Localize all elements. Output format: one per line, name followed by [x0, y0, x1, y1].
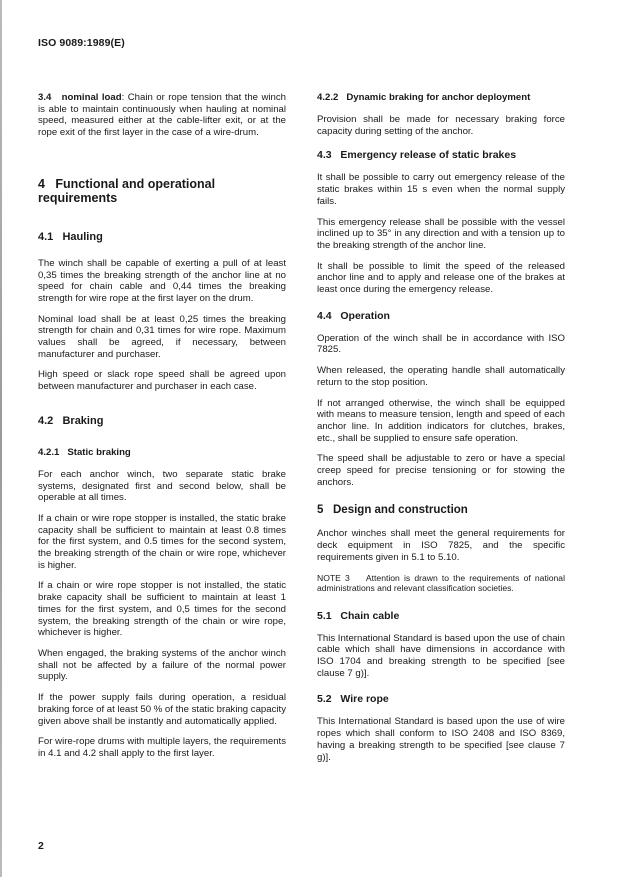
paragraph: If a chain or wire rope stopper is not installed, the static brake capacity shall be sufficient to maintain at least 1 times for the first system, and 0,5 times for the second system, the breaking strength of the chain or wire rope, whichever is higher.	[38, 580, 286, 639]
paragraph: It shall be possible to limit the speed of the released anchor line and to apply and release one of the brakes at least once during the emergency release.	[317, 260, 565, 296]
section-title: Braking	[62, 414, 104, 427]
paragraph: If a chain or wire rope stopper is installed, the static brake capacity shall be sufficient to maintain at least 0.8 times for the first system, and 0.5 times for the second system, the breaking strength of the chain or wire rope, whichever is higher.	[38, 512, 286, 571]
section-title: Chain cable	[340, 609, 400, 622]
section-4-4-heading	[317, 310, 565, 322]
section-number: 4.1	[38, 230, 54, 243]
paragraph: If the power supply fails during operation, a residual braking force of at least 50 % of the static braking capacity given above shall be instantly and automatically applied.	[38, 692, 286, 727]
paragraph: For wire-rope drums with multiple layers, the requirements in 4.1 and 4.2 shall apply to the first layer.	[38, 736, 286, 759]
page-number: 2	[38, 840, 44, 852]
paragraph: High speed or slack rope speed shall be agreed upon between manufacturer and purchaser in each case.	[38, 369, 286, 393]
paragraph: This emergency release shall be possible with the vessel inclined up to 35° in any direction and with a tension up to the breaking strength of the anchor line.	[317, 216, 565, 251]
section-5-2-heading	[317, 693, 565, 705]
section-title: Operation	[340, 309, 390, 322]
section-title: Emergency release of static brakes	[340, 149, 517, 162]
note-3: NOTE 3 Attention is drawn to the requirements of national administrations and relevant classification societies.	[317, 572, 568, 594]
section-4-2-1-heading	[38, 447, 286, 458]
paragraph: It shall be possible to carry out emergency release of the static brakes within 15 s even when the normal supply fails.	[317, 172, 565, 207]
right-column	[317, 92, 568, 772]
section-4-3-heading	[317, 149, 565, 161]
scan-edge	[0, 0, 2, 877]
section-4-2-heading	[38, 415, 286, 427]
section-title: Design and construction	[333, 504, 468, 517]
definition-3-4	[38, 92, 286, 139]
paragraph: This International Standard is based upon the use of chain cable which shall have dimensions in accordance with ISO 1704 and breaking strength to be specified [see clause 7 g)].	[317, 632, 566, 679]
section-title: Hauling	[62, 230, 103, 243]
paragraph: If not arranged otherwise, the winch shall be equipped with means to measure tension, length and speed of each anchor line. In addition indicators for clutches, brakes, etc., shall be supplied to ensure safe operation.	[317, 397, 565, 444]
paragraph: Provision shall be made for necessary braking force capacity during setting of the anchor.	[317, 114, 565, 137]
definition-text: : Chain or rope tension that the winch is able to maintain continuously when hauling at nominal speed, measured either at the cable-lifter exit, or at the rope exit of the first layer in the case of a wire-drum.	[38, 92, 286, 139]
paragraph: When released, the operating handle shall automatically return to the stop position.	[317, 365, 565, 388]
section-number: 4.3	[317, 149, 332, 162]
section-title: Functional and operational requirements	[38, 176, 216, 205]
section-number: 4.2	[38, 414, 54, 427]
section-title: Dynamic braking for anchor deployment	[346, 92, 531, 103]
section-number: 5.1	[317, 609, 332, 622]
section-title: Wire rope	[340, 693, 389, 706]
section-title: Static braking	[67, 446, 131, 458]
paragraph: For each anchor winch, two separate static brake systems, designated first and second below, shall be operable at all times.	[38, 468, 286, 504]
section-4-heading	[38, 177, 286, 205]
paragraph: Operation of the winch shall be in accordance with ISO 7825.	[317, 332, 565, 356]
section-number: 4.2.2	[317, 92, 339, 103]
paragraph: The winch shall be capable of exerting a pull of at least 0,35 times the breaking strength of the anchor line at no speed for chain cable and 0,44 times the breaking strength for wire rope at the first layer on the drum.	[38, 257, 286, 304]
paragraph: Nominal load shall be at least 0,25 times the breaking strength for chain and 0,31 times for wire rope. Maximum values shall be agreed, if necessary, between manufacturer and purchaser.	[38, 313, 286, 360]
section-number: 4	[38, 176, 45, 191]
section-4-2-2-heading	[317, 92, 565, 103]
section-5-1-heading	[317, 610, 565, 622]
paragraph: This International Standard is based upon the use of wire ropes which shall conform to ISO 2408 and ISO 8369, having a breaking strength to be specified [see clause 7 g)].	[317, 716, 565, 763]
definition-number: 3.4	[38, 92, 52, 103]
section-number: 5.2	[317, 693, 332, 706]
section-number: 4.2.1	[38, 446, 60, 458]
left-column	[38, 92, 286, 769]
section-number: 4.4	[317, 309, 332, 322]
paragraph: When engaged, the braking systems of the anchor winch shall not be affected by a failure of the normal power supply.	[38, 647, 286, 683]
paragraph: The speed shall be adjustable to zero or have a special creep speed for precise tensioning or for stowing the anchors.	[317, 453, 565, 488]
paragraph: Anchor winches shall meet the general requirements for deck equipment in ISO 7825, and the specific requirements given in 5.1 to 5.10.	[317, 528, 565, 563]
section-number: 5	[317, 504, 324, 517]
section-5-heading	[317, 504, 565, 516]
definition-term: nominal load	[61, 92, 122, 103]
document-header: ISO 9089:1989(E)	[38, 37, 125, 49]
section-4-1-heading	[38, 231, 286, 243]
